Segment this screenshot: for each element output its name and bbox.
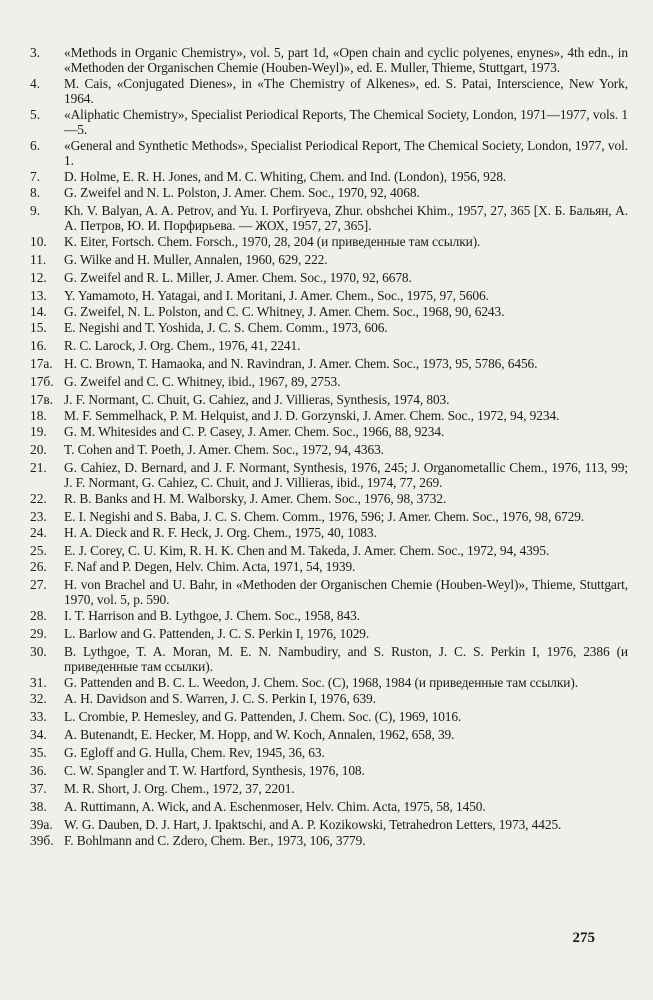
reference-text: A. H. Davidson and S. Warren, J. C. S. Perkin I, 1976, 639. <box>64 691 376 706</box>
reference-text: H. von Brachel and U. Bahr, in «Methoden der Organischen Chemie (Houben-Weyl)», Thieme, Stuttgart, 1970, vol. 5, p. 590. <box>64 577 628 607</box>
reference-number: 39а. <box>30 817 53 832</box>
reference-text: M. Cais, «Conjugated Dienes», in «The Chemistry of Alkenes», ed. S. Patai, Interscience, New York, 1964. <box>64 76 628 106</box>
reference-item <box>28 320 628 335</box>
reference-number: 13. <box>30 288 47 303</box>
reference-item <box>28 234 628 249</box>
reference-item <box>28 408 628 423</box>
reference-number: 16. <box>30 338 47 353</box>
reference-item <box>28 491 628 506</box>
reference-text: R. B. Banks and H. M. Walborsky, J. Amer. Chem. Soc., 1976, 98, 3732. <box>64 491 447 506</box>
reference-number: 8. <box>30 185 41 200</box>
reference-text: B. Lythgoe, T. A. Moran, M. E. N. Nambudiry, and S. Ruston, J. C. S. Perkin I, 1976, 2386 (и приведенные там ссылки). <box>64 644 628 674</box>
reference-text: F. Bohlmann and C. Zdero, Chem. Ber., 1973, 106, 3779. <box>64 833 366 848</box>
reference-text: F. Naf and P. Degen, Helv. Chim. Acta, 1971, 54, 1939. <box>64 559 356 574</box>
reference-item <box>28 76 628 106</box>
reference-number: 30. <box>30 644 47 659</box>
reference-text: G. Wilke and H. Muller, Annalen, 1960, 629, 222. <box>64 252 328 267</box>
reference-text: E. I. Negishi and S. Baba, J. C. S. Chem. Comm., 1976, 596; J. Amer. Chem. Soc., 1976, 98, 6729. <box>64 509 585 524</box>
reference-number: 25. <box>30 543 47 558</box>
reference-number: 33. <box>30 709 47 724</box>
reference-item <box>28 709 628 724</box>
reference-item <box>28 442 628 457</box>
reference-text: G. Zweifel, N. L. Polston, and C. C. Whitney, J. Amer. Chem. Soc., 1968, 90, 6243. <box>64 304 505 319</box>
reference-item <box>28 374 628 389</box>
reference-item <box>28 577 628 607</box>
reference-item <box>28 559 628 574</box>
reference-number: 12. <box>30 270 47 285</box>
reference-number: 24. <box>30 525 47 540</box>
reference-text: G. Egloff and G. Hulla, Chem. Rev, 1945, 36, 63. <box>64 745 325 760</box>
reference-number: 11. <box>30 252 47 267</box>
reference-number: 26. <box>30 559 47 574</box>
reference-item <box>28 185 628 200</box>
reference-number: 23. <box>30 509 47 524</box>
reference-number: 28. <box>30 608 47 623</box>
reference-item <box>28 833 628 848</box>
reference-number: 10. <box>30 234 47 249</box>
reference-item <box>28 543 628 558</box>
reference-number: 36. <box>30 763 47 778</box>
reference-text: K. Eiter, Fortsch. Chem. Forsch., 1970, 28, 204 (и приведенные там ссылки). <box>64 234 481 249</box>
reference-number: 39б. <box>30 833 54 848</box>
reference-item <box>28 691 628 706</box>
reference-item <box>28 608 628 623</box>
reference-text: H. A. Dieck and R. F. Heck, J. Org. Chem., 1975, 40, 1083. <box>64 525 377 540</box>
reference-text: W. G. Dauben, D. J. Hart, J. Ipaktschi, and A. P. Kozikowski, Tetrahedron Letters, 1973, 4425. <box>64 817 562 832</box>
reference-item <box>28 356 628 371</box>
reference-item <box>28 203 628 233</box>
reference-item <box>28 338 628 353</box>
reference-number: 14. <box>30 304 47 319</box>
reference-number: 18. <box>30 408 47 423</box>
reference-number: 5. <box>30 107 41 122</box>
reference-number: 17в. <box>30 392 54 407</box>
reference-text: R. C. Larock, J. Org. Chem., 1976, 41, 2241. <box>64 338 301 353</box>
reference-number: 29. <box>30 626 47 641</box>
reference-text: A. Ruttimann, A. Wick, and A. Eschenmoser, Helv. Chim. Acta, 1975, 58, 1450. <box>64 799 486 814</box>
reference-text: E. J. Corey, C. U. Kim, R. H. K. Chen and M. Takeda, J. Amer. Chem. Soc., 1972, 94, 4395. <box>64 543 550 558</box>
reference-item <box>28 288 628 303</box>
reference-item <box>28 169 628 184</box>
reference-text: G. Pattenden and B. C. L. Weedon, J. Chem. Soc. (C), 1968, 1984 (и приведенные там ссылки). <box>64 675 578 690</box>
reference-text: L. Crombie, P. Hemesley, and G. Pattenden, J. Chem. Soc. (C), 1969, 1016. <box>64 709 462 724</box>
reference-item <box>28 270 628 285</box>
reference-text: M. R. Short, J. Org. Chem., 1972, 37, 2201. <box>64 781 295 796</box>
reference-item <box>28 45 628 75</box>
reference-number: 7. <box>30 169 41 184</box>
page-number: 275 <box>572 930 595 946</box>
reference-number: 3. <box>30 45 41 60</box>
reference-text: E. Negishi and T. Yoshida, J. C. S. Chem. Comm., 1973, 606. <box>64 320 388 335</box>
reference-item <box>28 304 628 319</box>
reference-text: G. Zweifel and R. L. Miller, J. Amer. Chem. Soc., 1970, 92, 6678. <box>64 270 412 285</box>
reference-text: G. M. Whitesides and C. P. Casey, J. Amer. Chem. Soc., 1966, 88, 9234. <box>64 424 445 439</box>
reference-text: G. Zweifel and N. L. Polston, J. Amer. Chem. Soc., 1970, 92, 4068. <box>64 185 420 200</box>
reference-item <box>28 392 628 407</box>
reference-item <box>28 763 628 778</box>
reference-text: «Methods in Organic Chemistry», vol. 5, part 1d, «Open chain and cyclic polyenes, enynes», 4th edn., in «Methoden der Organischen Chemie (Houben-Weyl)», ed. E. Muller, Thieme, Stuttgart, 1973. <box>64 45 628 75</box>
reference-text: H. C. Brown, T. Hamaoka, and N. Ravindran, J. Amer. Chem. Soc., 1973, 95, 5786, 6456. <box>64 356 538 371</box>
reference-number: 19. <box>30 424 47 439</box>
reference-item <box>28 817 628 832</box>
reference-text: G. Cahiez, D. Bernard, and J. F. Normant, Synthesis, 1976, 245; J. Organometallic Chem., 1976, 113, 99; J. F. Normant, G. Cahiez, C. Chuit, and J. Villieras, ibid., 1974, 77, 269. <box>64 460 628 490</box>
reference-number: 21. <box>30 460 47 475</box>
reference-number: 6. <box>30 138 41 153</box>
reference-item <box>28 107 628 137</box>
reference-text: M. F. Semmelhack, P. M. Helquist, and J. D. Gorzynski, J. Amer. Chem. Soc., 1972, 94, 9234. <box>64 408 560 423</box>
reference-item <box>28 799 628 814</box>
reference-number: 17б. <box>30 374 54 389</box>
reference-text: «General and Synthetic Methods», Specialist Periodical Report, The Chemical Society, London, 1977, vol. 1. <box>64 138 628 168</box>
reference-text: C. W. Spangler and T. W. Hartford, Synthesis, 1976, 108. <box>64 763 365 778</box>
reference-number: 27. <box>30 577 47 592</box>
reference-list <box>28 45 628 851</box>
reference-text: I. T. Harrison and B. Lythgoe, J. Chem. Soc., 1958, 843. <box>64 608 360 623</box>
reference-item <box>28 745 628 760</box>
reference-item <box>28 424 628 439</box>
reference-item <box>28 525 628 540</box>
reference-text: T. Cohen and T. Poeth, J. Amer. Chem. Soc., 1972, 94, 4363. <box>64 442 384 457</box>
reference-number: 35. <box>30 745 47 760</box>
reference-item <box>28 626 628 641</box>
reference-text: «Aliphatic Chemistry», Specialist Periodical Reports, The Chemical Society, London, 1971—1977, vols. 1—5. <box>64 107 628 137</box>
reference-number: 32. <box>30 691 47 706</box>
reference-text: J. F. Normant, C. Chuit, G. Cahiez, and J. Villieras, Synthesis, 1974, 803. <box>64 392 450 407</box>
reference-text: G. Zweifel and C. C. Whitney, ibid., 1967, 89, 2753. <box>64 374 341 389</box>
reference-item <box>28 675 628 690</box>
reference-number: 17a. <box>30 356 53 371</box>
reference-item <box>28 460 628 490</box>
reference-number: 4. <box>30 76 41 91</box>
reference-number: 9. <box>30 203 41 218</box>
reference-item <box>28 781 628 796</box>
reference-item <box>28 138 628 168</box>
reference-text: A. Butenandt, E. Hecker, M. Hopp, and W. Koch, Annalen, 1962, 658, 39. <box>64 727 455 742</box>
reference-text: L. Barlow and G. Pattenden, J. C. S. Perkin I, 1976, 1029. <box>64 626 370 641</box>
reference-number: 20. <box>30 442 47 457</box>
reference-item <box>28 509 628 524</box>
reference-item <box>28 252 628 267</box>
reference-number: 15. <box>30 320 47 335</box>
reference-number: 38. <box>30 799 47 814</box>
reference-number: 31. <box>30 675 47 690</box>
reference-text: Kh. V. Balyan, A. A. Petrov, and Yu. I. Porfiryeva, Zhur. obshchei Khim., 1957, 27, 365 [X. Б. Бальян, А. А. Петров, Ю. И. Порфирьева. — ЖОХ, 1957, 27, 365]. <box>64 203 628 233</box>
reference-text: D. Holme, E. R. H. Jones, and M. C. Whiting, Chem. and Ind. (London), 1956, 928. <box>64 169 507 184</box>
reference-text: Y. Yamamoto, H. Yatagai, and I. Moritani, J. Amer. Chem., Soc., 1975, 97, 5606. <box>64 288 489 303</box>
reference-item <box>28 727 628 742</box>
reference-number: 37. <box>30 781 47 796</box>
reference-number: 34. <box>30 727 47 742</box>
reference-number: 22. <box>30 491 47 506</box>
reference-item <box>28 644 628 674</box>
